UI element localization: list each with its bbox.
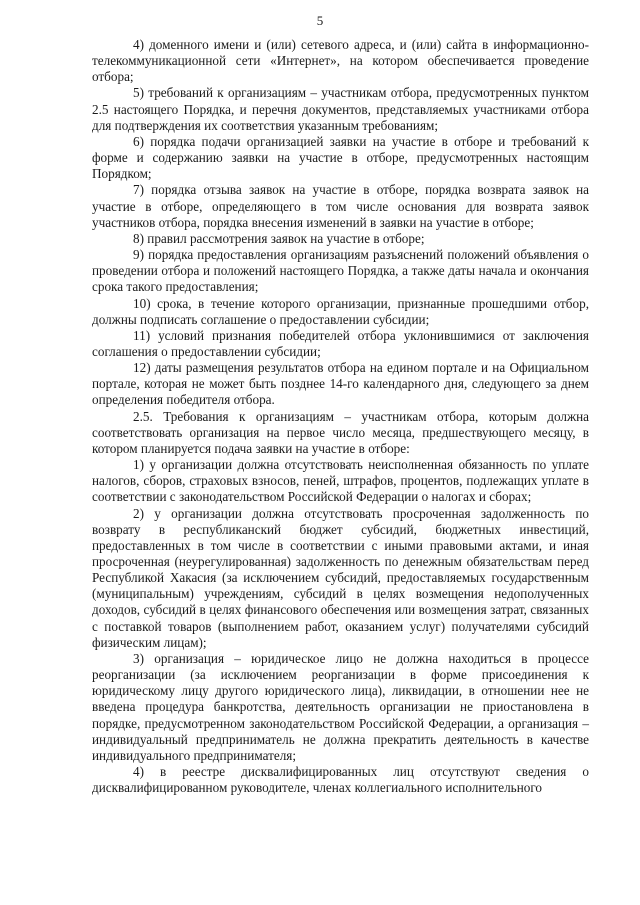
- paragraph-section-2-5: 2.5. Требования к организациям – участникам отбора, которым должна соответствовать организация на первое число месяца, предшествующего месяцу, в котором планируется подача заявки на участие в отборе:: [92, 408, 589, 456]
- page-number: 5: [316, 13, 324, 28]
- paragraph-req-4-disqualified: 4) в реестре дисквалифицированных лиц отсутствуют сведения о дисквалифицированном руководителе, членах коллегиального исполнительного: [92, 764, 589, 796]
- paragraph-req-2-debts: 2) у организации должна отсутствовать просроченная задолженность по возврату в республиканский бюджет субсидий, бюджетных инвестиций, предоставленных в том числе в соответствии с иными правовыми актами, и иная просроченная (неурегулированная) задолженность по денежным обязательствам перед Республикой Хакасия (за исключением субсидий, предоставляемых государственным (муниципальным) учреждениям, субсидий в целях возмещения недополученных доходов, субсидий в целях финансового обеспечения или возмещения затрат, связанных с поставкой товаров (выполнением работ, оказанием услуг) получателями субсидий физическим лицам);: [92, 505, 589, 650]
- paragraph-item-7-withdrawal-order: 7) порядка отзыва заявок на участие в отборе, порядка возврата заявок на участие в отборе, определяющего в том числе основания для возврата заявок участников отбора, порядка внесения изменений в заявки на участие в отборе;: [92, 182, 589, 230]
- paragraph-item-8-review-rules: 8) правил рассмотрения заявок на участие в отборе;: [133, 230, 425, 246]
- paragraph-item-11-evasion-conditions: 11) условий признания победителей отбора уклонившимися от заключения соглашения о предоставлении субсидии;: [92, 327, 589, 359]
- paragraph-item-5-requirements: 5) требований к организациям – участникам отбора, предусмотренных пунктом 2.5 настоящего Порядка, и перечня документов, представляемых участниками отбора для подтверждения их соответствия указанным требованиям;: [92, 85, 589, 133]
- paragraph-item-10-signing-term: 10) срока, в течение которого организации, признанные прошедшими отбор, должны подписать соглашение о предоставлении субсидии;: [92, 295, 589, 327]
- paragraph-item-12-results-date: 12) даты размещения результатов отбора на едином портале и на Официальном портале, которая не может быть позднее 14-го календарного дня, следующего за днем определения победителя отбора.: [92, 360, 589, 408]
- paragraph-req-3-reorganization: 3) организация – юридическое лицо не должна находиться в процессе реорганизации (за исключением реорганизации в форме присоединения к юридическому лицу другого юридического лица), ликвидации, в отношении нее не введена процедура банкротства, деятельность организации не приостановлена в порядке, предусмотренном законодательством Российской Федерации, а организация – индивидуальный предприниматель не должна прекратить деятельность в качестве индивидуального предпринимателя;: [92, 650, 589, 763]
- document-body: [92, 37, 589, 796]
- paragraph-item-6-application-order: 6) порядка подачи организацией заявки на участие в отборе и требований к форме и содержанию заявки на участие в отборе, предусмотренных настоящим Порядком;: [92, 133, 589, 182]
- paragraph-item-4-domain: 4) доменного имени и (или) сетевого адреса, и (или) сайта в информационно-телекоммуникационной сети «Интернет», на котором обеспечивается проведение отбора;: [92, 37, 589, 85]
- paragraph-item-9-clarifications: 9) порядка предоставления организациям разъяснений положений объявления о проведении отбора и положений настоящего Порядка, а также даты начала и окончания срока такого предоставления;: [92, 247, 589, 295]
- paragraph-req-1-taxes: 1) у организации должна отсутствовать неисполненная обязанность по уплате налогов, сборов, страховых взносов, пеней, штрафов, процентов, подлежащих уплате в соответствии с законодательством Российской Федерации о налогах и сборах;: [92, 457, 589, 505]
